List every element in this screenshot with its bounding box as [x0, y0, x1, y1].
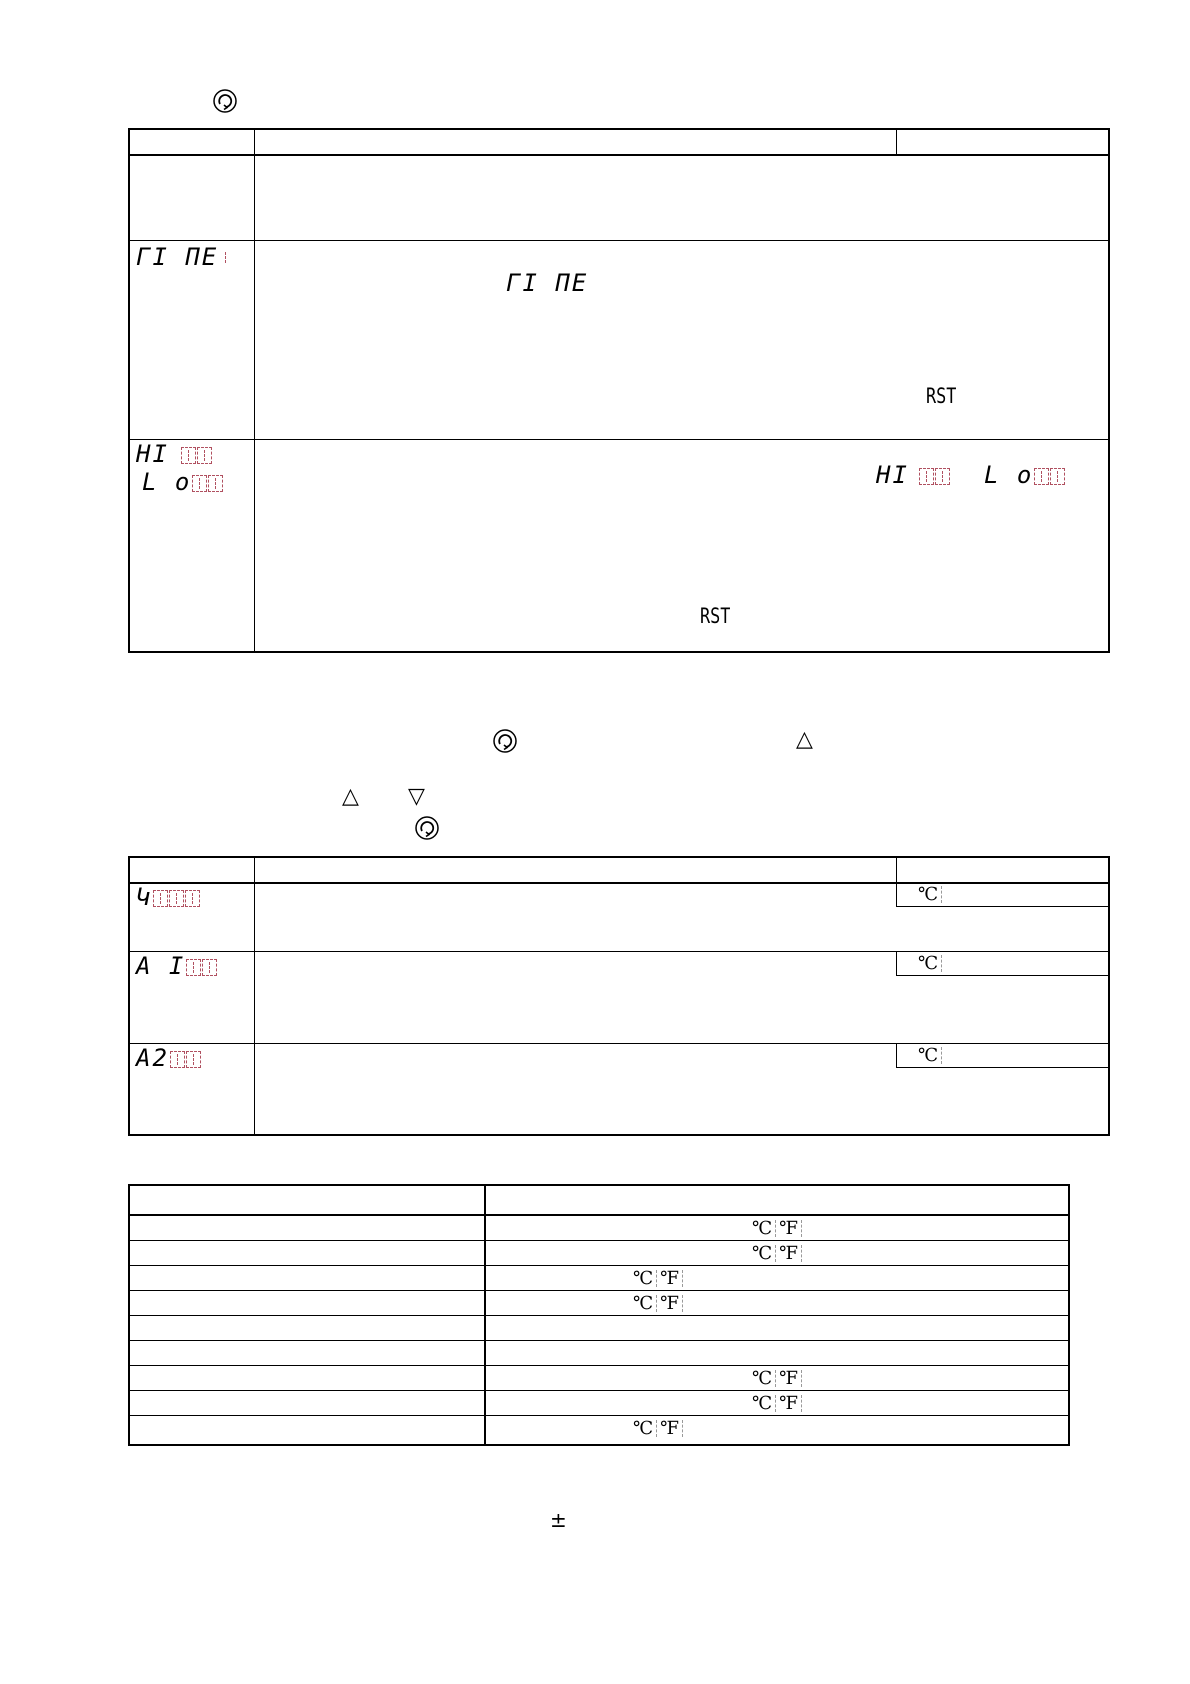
up-key-icon: △: [342, 784, 359, 809]
lo-code-display: L o: [142, 469, 223, 495]
unit-c-f: ℃ ℉: [752, 1393, 805, 1415]
table3-row-divider: [128, 1390, 1070, 1391]
table2-row-divider: [128, 951, 1110, 952]
up-key-icon: △: [796, 727, 813, 752]
table2-row-divider: [128, 1043, 1110, 1044]
unit-cell-border: [896, 1067, 1110, 1068]
table3-row-divider: [128, 1240, 1070, 1241]
unit-c-f: ℃ ℉: [752, 1368, 805, 1390]
segment-placeholder: [1034, 468, 1049, 485]
a2-code-display: Α2: [136, 1045, 201, 1071]
unit-celsius: ℃: [918, 884, 945, 906]
cycle-key-icon: [414, 815, 440, 841]
segment-placeholder: [186, 959, 201, 976]
segment-placeholder: [202, 959, 217, 976]
table1-col-divider: [254, 128, 255, 653]
unit-cell-border: [896, 1043, 897, 1067]
unit-c-f: ℃ ℉: [633, 1293, 686, 1315]
unit-cell-border: [896, 906, 1110, 907]
table3-row-divider: [128, 1265, 1070, 1266]
down-key-icon: ▽: [408, 784, 425, 809]
hi-inline-code: ΗΙ: [876, 462, 950, 488]
cycle-key-icon: [212, 88, 238, 114]
segment-placeholder: [181, 447, 196, 464]
segment-placeholder: [186, 1051, 201, 1068]
sv-code-display: Կ: [136, 884, 200, 910]
segment-placeholder: [935, 468, 950, 485]
unit-cell-border: [896, 975, 1110, 976]
plus-minus-symbol: ±: [550, 1508, 567, 1532]
unit-celsius: ℃: [918, 953, 945, 975]
unit-c-f: ℃ ℉: [752, 1218, 805, 1240]
table2-header-col-divider: [896, 856, 897, 883]
cycle-key-icon: [492, 728, 518, 754]
unit-cell-border: [896, 951, 897, 975]
segment-placeholder: [197, 447, 212, 464]
hi-code-display: ΗΙ: [136, 441, 212, 467]
unit-celsius: ℃: [918, 1045, 945, 1067]
segment-placeholder: [1050, 468, 1065, 485]
setting-table-2: [128, 856, 1110, 1136]
unit-cell-border: [896, 882, 897, 906]
table3-row-divider: [128, 1290, 1070, 1291]
table2-col-divider: [254, 856, 255, 1136]
table1-header-col-divider: [896, 128, 897, 155]
segment-placeholder: [192, 475, 207, 492]
table2-header-divider: [128, 882, 1110, 884]
setting-table-1: [128, 128, 1110, 653]
unit-c-f: ℃ ℉: [752, 1243, 805, 1265]
a1-code-display: Α Ι: [136, 953, 217, 979]
unit-c-f: ℃ ℉: [633, 1268, 686, 1290]
table1-row-divider: [128, 439, 1110, 440]
unit-c-f: ℃ ℉: [633, 1418, 686, 1440]
table1-row-divider: [128, 240, 1110, 241]
table1-header-divider: [128, 154, 1110, 156]
time-code-display: ΓΙ ΠΕ: [136, 244, 221, 270]
rst-label: RST: [700, 604, 731, 628]
table3-header-divider: [128, 1214, 1070, 1216]
segment-placeholder: [919, 468, 934, 485]
segment-placeholder: [208, 475, 223, 492]
table3-row-divider: [128, 1365, 1070, 1366]
rst-label: RST: [926, 384, 957, 408]
table3-row-divider: [128, 1315, 1070, 1316]
table3-row-divider: [128, 1415, 1070, 1416]
table3-row-divider: [128, 1340, 1070, 1341]
segment-placeholder: [170, 1051, 185, 1068]
time-inline-code: ΓΙ ΠΕ: [506, 269, 589, 297]
segment-placeholder: [169, 890, 184, 907]
segment-placeholder: [153, 890, 168, 907]
segment-placeholder: [185, 890, 200, 907]
lo-inline-code: L o: [984, 462, 1065, 488]
